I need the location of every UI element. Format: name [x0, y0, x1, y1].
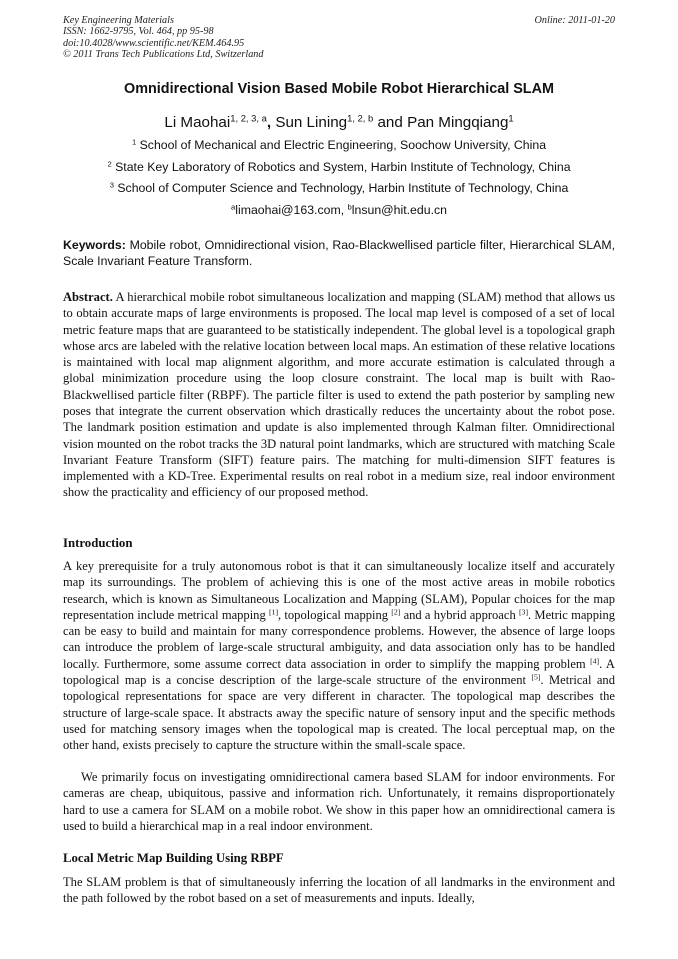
intro-text: , topological mapping: [278, 607, 392, 622]
intro-text: and a hybrid approach: [400, 607, 519, 622]
intro-text: . Metric mapping can be easy to build and maintain for many correspondence problems. However, the absence of large loops can introduce the problem of large-scale structural ambiguity, and data association only has to be handled locally. Furthermore, some assume correct data association in order to simplify the mapping problem: [63, 607, 616, 671]
local-metric-paragraph-1: The SLAM problem is that of simultaneously inferring the location of all landmarks in the environment and the path followed by the robot based on a set of measurements and inputs. Ideally,: [63, 875, 615, 906]
citation-ref: [5]: [531, 672, 541, 682]
affiliation: [0, 138, 678, 152]
email-a: limaohai@163.com,: [235, 203, 345, 217]
author-affiliation-mark: 1, 2, 3, a: [230, 112, 267, 124]
section-heading-local-metric: Local Metric Map Building Using RBPF: [63, 851, 284, 865]
online-date: Online: 2011-01-20: [534, 15, 615, 26]
journal-issn: ISSN: 1662-9795, Vol. 464, pp 95-98: [63, 26, 214, 38]
keywords-text: Mobile robot, Omnidirectional vision, Rao-Blackwellised particle filter, Hierarchical SLAM, Scale Invariant Feature Transform.: [63, 238, 615, 269]
journal-header: [63, 15, 615, 61]
author-name: Pan Mingqiang: [407, 114, 509, 131]
intro-text: . A topological map is a concise description of the large-scale structure of the environment: [63, 656, 615, 687]
abstract-text: A hierarchical mobile robot simultaneous localization and mapping (SLAM) method that allows us to obtain accurate maps of large environments is proposed. The local map level is composed of a set of local metric feature maps that are guaranteed to be statistically independent. The global level is a topological graph whose arcs are labeled with the relative location between local maps. An estimation of these relative locations is maintained with local map alignment algorithm, and more accurate estimation is calculated through a global minimization procedure using the loop closure constraint. The local map is built with Rao-Blackwellised particle filter (RBPF). The particle filter is used to extend the path posterior by sampling new poses that integrate the current observation which drastically reduces the uncertainty about the robot pose. The landmark position estimation and update is also implemented through Kalman filter. Omnidirectional vision mounted on the robot tracks the 3D natural point landmarks, which are structured with matching Scale Invariant Feature Transform (SIFT) feature pairs. The matching for multi-dimension SIFT features is implemented with a KD-Tree. Experimental results on real robot in a medium size, real indoor environment show the practicality and efficiency of our proposed method.: [63, 290, 615, 500]
author-name: Li Maohai: [164, 114, 231, 131]
journal-doi: doi:10.4028/www.scientific.net/KEM.464.95: [63, 37, 245, 49]
author-affiliation-mark: 1, 2, b: [347, 112, 374, 124]
affiliation-text: State Key Laboratory of Robotics and System, Harbin Institute of Technology, China: [115, 160, 571, 174]
email-mark: a: [231, 202, 236, 212]
affiliation-text: School of Computer Science and Technology, Harbin Institute of Technology, China: [117, 181, 569, 195]
affiliation-number: 3: [109, 180, 114, 190]
citation-ref: [1]: [268, 607, 279, 617]
paper-title: Omnidirectional Vision Based Mobile Robot Hierarchical SLAM: [124, 81, 554, 97]
email-b: lnsun@hit.edu.cn: [351, 203, 447, 217]
affiliation-text: School of Mechanical and Electric Engineering, Soochow University, China: [139, 138, 547, 152]
citation-ref: [2]: [391, 607, 401, 617]
introduction-paragraph-1: [63, 558, 615, 753]
author-separator: and: [377, 114, 403, 131]
keywords-label: Keywords:: [63, 238, 126, 252]
affiliation-number: 1: [131, 137, 137, 147]
email-line: [0, 203, 678, 217]
email-mark: b: [347, 202, 352, 212]
intro-text: A key prerequisite for a truly autonomous robot is that it can simultaneously localize itself and accurately map its surroundings. The problem of achieving this is one of the most active areas in mobile robotics research, which is known as Simultaneous Localization and Mapping (SLAM), Popular choices for the map representation include metrical mapping: [63, 559, 615, 622]
journal-name: Key Engineering Materials: [63, 15, 174, 26]
introduction-paragraph-2: We primarily focus on investigating omnidirectional camera based SLAM for indoor environments. For cameras are cheap, ubiquitous, passive and information rich. Unfortunately, it remains disproportionately hard to use a camera for SLAM on a mobile robot. We show in this paper how an omnidirectional camera is used to build a hierarchical map in a real indoor environment.: [63, 770, 615, 833]
intro-text: . Metrical and topological representations for space are very different in character. The topological map describes the structure of large-scale space. It abstracts away the specific nature of sensory input and the specific methods used for matching sensory images when the topological map is created. The local perceptual map, on the other hand, exists precisely to capture the structure within the small-scale space.: [63, 672, 615, 753]
abstract: [63, 289, 615, 501]
author-name: Sun Lining: [275, 114, 348, 131]
author-affiliation-mark: 1: [508, 112, 514, 124]
affiliation: [0, 181, 678, 195]
affiliation-number: 2: [107, 159, 112, 169]
citation-ref: [3]: [518, 607, 529, 617]
affiliation: [0, 160, 678, 174]
section-heading-introduction: Introduction: [63, 536, 133, 550]
citation-ref: [4]: [590, 656, 600, 666]
author-line: [0, 114, 678, 131]
abstract-label: Abstract.: [63, 290, 113, 304]
journal-copyright: © 2011 Trans Tech Publications Ltd, Switzerland: [63, 49, 264, 61]
author-separator: ,: [266, 114, 272, 131]
keywords: [63, 237, 615, 270]
